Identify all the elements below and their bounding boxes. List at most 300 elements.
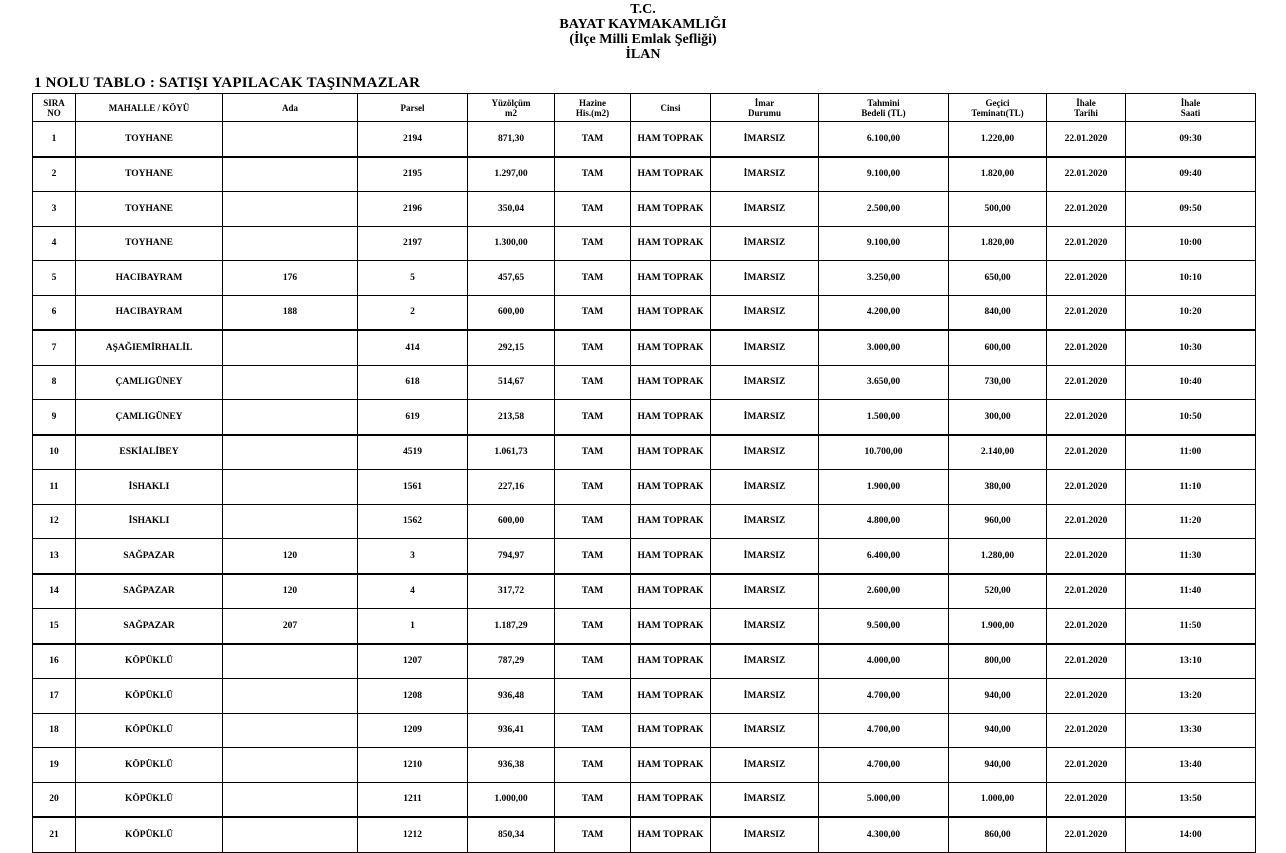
table-cell: 1.820,00 (949, 226, 1047, 261)
table-cell: İMARSIZ (711, 295, 819, 330)
table-cell: İMARSIZ (711, 817, 819, 852)
table-cell: İMARSIZ (711, 226, 819, 261)
table-cell: 14 (33, 574, 76, 609)
table-cell: İMARSIZ (711, 365, 819, 400)
table-cell: 16 (33, 644, 76, 679)
table-cell: 350,04 (468, 192, 555, 227)
table-cell: 300,00 (949, 400, 1047, 435)
table-cell: TAM (555, 226, 631, 261)
table-cell: 600,00 (468, 295, 555, 330)
table-cell: KÖPÜKLÜ (76, 644, 223, 679)
table-cell: 10.700,00 (819, 435, 949, 470)
column-header (33, 94, 76, 122)
table-cell: 09:30 (1126, 122, 1256, 157)
table-cell: 1561 (358, 470, 468, 505)
table-cell: SAĞPAZAR (76, 574, 223, 609)
table-cell: 6.400,00 (819, 539, 949, 574)
column-header-line: MAHALLE / KÖYÜ (108, 102, 190, 113)
column-header-line: Parsel (400, 102, 425, 113)
table-cell: İMARSIZ (711, 504, 819, 539)
table-cell: 3.250,00 (819, 261, 949, 296)
table-cell: 22.01.2020 (1047, 817, 1126, 852)
table-cell: 2196 (358, 192, 468, 227)
table-cell: 15 (33, 609, 76, 644)
table-cell (223, 122, 358, 157)
table-cell: 800,00 (949, 644, 1047, 679)
table-cell: 650,00 (949, 261, 1047, 296)
table-cell: 22.01.2020 (1047, 122, 1126, 157)
table-cell: 4.200,00 (819, 295, 949, 330)
column-header-line: Yüzölçüm (491, 97, 531, 108)
table-cell: 317,72 (468, 574, 555, 609)
table-cell: 1.000,00 (468, 782, 555, 817)
table-row (33, 435, 1256, 470)
table-cell: İMARSIZ (711, 192, 819, 227)
column-header (468, 94, 555, 122)
property-sale-table (32, 93, 1256, 853)
table-cell: 4.700,00 (819, 679, 949, 714)
table-row (33, 470, 1256, 505)
table-cell: 14:00 (1126, 817, 1256, 852)
table-cell: 860,00 (949, 817, 1047, 852)
table-row (33, 330, 1256, 365)
table-cell (223, 644, 358, 679)
table-cell: İMARSIZ (711, 574, 819, 609)
table-cell: 1212 (358, 817, 468, 852)
table-row (33, 226, 1256, 261)
table-cell: 22.01.2020 (1047, 782, 1126, 817)
table-cell: HAM TOPRAK (631, 470, 711, 505)
table-cell: 514,67 (468, 365, 555, 400)
table-cell: TAM (555, 122, 631, 157)
table-cell: 2195 (358, 157, 468, 192)
table-cell: 4.800,00 (819, 504, 949, 539)
table-cell: 6 (33, 295, 76, 330)
table-cell: HAM TOPRAK (631, 261, 711, 296)
table-cell: İMARSIZ (711, 782, 819, 817)
table-cell: 22.01.2020 (1047, 679, 1126, 714)
header-line-department: (İlçe Milli Emlak Şefliği) (569, 32, 717, 47)
table-cell: 22.01.2020 (1047, 192, 1126, 227)
table-cell: 1 (33, 122, 76, 157)
table-cell (223, 157, 358, 192)
table-cell: TAM (555, 713, 631, 748)
column-header-line: İhale (1180, 97, 1201, 108)
table-cell (223, 782, 358, 817)
table-cell: 1.300,00 (468, 226, 555, 261)
table-cell: HAM TOPRAK (631, 295, 711, 330)
table-cell: 10:00 (1126, 226, 1256, 261)
table-cell: 794,97 (468, 539, 555, 574)
table-cell: İSHAKLI (76, 470, 223, 505)
table-cell (223, 330, 358, 365)
table-cell: HAM TOPRAK (631, 782, 711, 817)
table-cell: TAM (555, 574, 631, 609)
table-cell: TOYHANE (76, 192, 223, 227)
table-cell: 380,00 (949, 470, 1047, 505)
column-header-line: İmar (754, 97, 775, 108)
column-header (819, 94, 949, 122)
table-cell: 176 (223, 261, 358, 296)
table-cell: TAM (555, 817, 631, 852)
table-cell: 2.600,00 (819, 574, 949, 609)
table-cell: 4.700,00 (819, 713, 949, 748)
table-cell: 22.01.2020 (1047, 226, 1126, 261)
table-cell: 1.900,00 (949, 609, 1047, 644)
table-cell: HAM TOPRAK (631, 644, 711, 679)
table-cell: 09:50 (1126, 192, 1256, 227)
table-cell: 13:30 (1126, 713, 1256, 748)
table-cell: 2 (33, 157, 76, 192)
table-cell: HAM TOPRAK (631, 122, 711, 157)
table-cell: 22.01.2020 (1047, 261, 1126, 296)
column-header-line: Cinsi (660, 102, 681, 113)
table-cell: İMARSIZ (711, 539, 819, 574)
header-line-announcement: İLAN (625, 47, 661, 62)
table-cell: 21 (33, 817, 76, 852)
table-cell: TAM (555, 679, 631, 714)
table-cell: TOYHANE (76, 157, 223, 192)
table-cell: KÖPÜKLÜ (76, 817, 223, 852)
table-cell: 22.01.2020 (1047, 365, 1126, 400)
table-cell: 22.01.2020 (1047, 435, 1126, 470)
table-cell: 22.01.2020 (1047, 609, 1126, 644)
table-cell: 5 (358, 261, 468, 296)
table-cell: 22.01.2020 (1047, 400, 1126, 435)
table-row (33, 261, 1256, 296)
table-cell: TAM (555, 782, 631, 817)
table-row (33, 782, 1256, 817)
column-header (949, 94, 1047, 122)
table-cell: 120 (223, 539, 358, 574)
table-cell: İMARSIZ (711, 609, 819, 644)
table-cell: 940,00 (949, 713, 1047, 748)
table-cell: 1.280,00 (949, 539, 1047, 574)
table-cell: 11:10 (1126, 470, 1256, 505)
table-cell (223, 679, 358, 714)
table-cell: 12 (33, 504, 76, 539)
table-cell: SAĞPAZAR (76, 609, 223, 644)
table-row (33, 679, 1256, 714)
table-cell: HAM TOPRAK (631, 157, 711, 192)
table-cell: HAM TOPRAK (631, 609, 711, 644)
table-cell: 9.100,00 (819, 226, 949, 261)
table-cell: 6.100,00 (819, 122, 949, 157)
table-cell: AŞAĞIEMİRHALİL (76, 330, 223, 365)
table-cell: İMARSIZ (711, 470, 819, 505)
table-body (33, 122, 1256, 853)
table-cell: İMARSIZ (711, 157, 819, 192)
table-cell (223, 713, 358, 748)
table-cell: TAM (555, 435, 631, 470)
column-header-line: Saati (1180, 107, 1201, 118)
table-row (33, 504, 1256, 539)
table-cell: 11:20 (1126, 504, 1256, 539)
table-cell: 22.01.2020 (1047, 713, 1126, 748)
table-row (33, 609, 1256, 644)
column-header (223, 94, 358, 122)
table-cell: İMARSIZ (711, 679, 819, 714)
table-cell: 1.220,00 (949, 122, 1047, 157)
table-cell: 600,00 (468, 504, 555, 539)
table-cell: İMARSIZ (711, 122, 819, 157)
table-cell: 1.500,00 (819, 400, 949, 435)
table-cell: TOYHANE (76, 226, 223, 261)
table-cell: HAM TOPRAK (631, 435, 711, 470)
table-cell: 7 (33, 330, 76, 365)
table-cell: 22.01.2020 (1047, 539, 1126, 574)
table-cell: 10:50 (1126, 400, 1256, 435)
table-row (33, 644, 1256, 679)
table-cell: 936,48 (468, 679, 555, 714)
table-cell: 1.297,00 (468, 157, 555, 192)
table-cell: HAM TOPRAK (631, 226, 711, 261)
table-cell: 22.01.2020 (1047, 295, 1126, 330)
table-cell: 5.000,00 (819, 782, 949, 817)
table-row (33, 122, 1256, 157)
table-cell: İMARSIZ (711, 330, 819, 365)
table-cell: TAM (555, 470, 631, 505)
table-cell: TOYHANE (76, 122, 223, 157)
table-cell: 11:50 (1126, 609, 1256, 644)
table-cell: 5 (33, 261, 76, 296)
table-cell (223, 400, 358, 435)
table-cell: 1.900,00 (819, 470, 949, 505)
table-cell: HAM TOPRAK (631, 192, 711, 227)
table-cell: TAM (555, 157, 631, 192)
table-row (33, 400, 1256, 435)
table-cell: 1.000,00 (949, 782, 1047, 817)
table-cell: TAM (555, 365, 631, 400)
table-cell: TAM (555, 295, 631, 330)
table-cell: 22.01.2020 (1047, 470, 1126, 505)
table-row (33, 817, 1256, 852)
table-cell: 936,41 (468, 713, 555, 748)
table-cell: 13:50 (1126, 782, 1256, 817)
table-cell: 850,34 (468, 817, 555, 852)
table-cell: İSHAKLI (76, 504, 223, 539)
table-cell: İMARSIZ (711, 261, 819, 296)
table-cell: 13 (33, 539, 76, 574)
table-cell: 2.140,00 (949, 435, 1047, 470)
table-cell: TAM (555, 609, 631, 644)
table-cell: ÇAMLIGÜNEY (76, 400, 223, 435)
column-header (358, 94, 468, 122)
table-cell (223, 748, 358, 783)
table-row (33, 192, 1256, 227)
table-cell: TAM (555, 748, 631, 783)
table-cell: 1208 (358, 679, 468, 714)
table-cell: 20 (33, 782, 76, 817)
table-header-row (33, 94, 1256, 122)
table-cell: ÇAMLIGÜNEY (76, 365, 223, 400)
column-header-line: SIRA (43, 97, 65, 108)
table-cell: HAM TOPRAK (631, 365, 711, 400)
table-cell: 4519 (358, 435, 468, 470)
table-cell: İMARSIZ (711, 713, 819, 748)
table-cell: 960,00 (949, 504, 1047, 539)
table-cell: 871,30 (468, 122, 555, 157)
table-cell: 4 (33, 226, 76, 261)
table-cell: HAM TOPRAK (631, 539, 711, 574)
table-cell: HAM TOPRAK (631, 574, 711, 609)
table-cell: 13:20 (1126, 679, 1256, 714)
table-cell: 1562 (358, 504, 468, 539)
table-cell: 213,58 (468, 400, 555, 435)
table-cell: 4.000,00 (819, 644, 949, 679)
table-cell: 1210 (358, 748, 468, 783)
table-cell: TAM (555, 192, 631, 227)
table-cell: TAM (555, 330, 631, 365)
table-cell: 520,00 (949, 574, 1047, 609)
table-cell: 22.01.2020 (1047, 157, 1126, 192)
table-cell: İMARSIZ (711, 435, 819, 470)
column-header-line: İhale (1076, 97, 1096, 108)
table-cell: İMARSIZ (711, 644, 819, 679)
table-cell: HAM TOPRAK (631, 679, 711, 714)
table-cell: İMARSIZ (711, 748, 819, 783)
table-cell: 13:10 (1126, 644, 1256, 679)
table-cell: 1211 (358, 782, 468, 817)
column-header-line: NO (47, 107, 61, 118)
table-cell (223, 226, 358, 261)
table-cell: 3 (358, 539, 468, 574)
table-cell: 10:10 (1126, 261, 1256, 296)
table-cell: TAM (555, 539, 631, 574)
column-header-line: Ada (281, 102, 298, 113)
table-cell: HAM TOPRAK (631, 504, 711, 539)
table-cell: 2 (358, 295, 468, 330)
header-line-office: BAYAT KAYMAKAMLIĞI (559, 17, 727, 32)
table-cell: 500,00 (949, 192, 1047, 227)
table-cell: 414 (358, 330, 468, 365)
table-cell (223, 470, 358, 505)
table-cell: 09:40 (1126, 157, 1256, 192)
column-header (1126, 94, 1256, 122)
column-header-line: Bedeli (TL) (861, 107, 906, 118)
table-cell: TAM (555, 644, 631, 679)
table-cell: HACIBAYRAM (76, 295, 223, 330)
table-cell: 4 (358, 574, 468, 609)
table-cell: 17 (33, 679, 76, 714)
table-cell: 8 (33, 365, 76, 400)
table-cell: 10:30 (1126, 330, 1256, 365)
table-cell: KÖPÜKLÜ (76, 782, 223, 817)
table-cell: 11:00 (1126, 435, 1256, 470)
table-cell: 3.000,00 (819, 330, 949, 365)
table-cell: TAM (555, 261, 631, 296)
table-cell: 2.500,00 (819, 192, 949, 227)
table-row (33, 748, 1256, 783)
column-header-line: Hazine (579, 97, 606, 108)
header-line-tc: T.C. (630, 2, 656, 17)
column-header (76, 94, 223, 122)
table-cell: 22.01.2020 (1047, 644, 1126, 679)
table-cell: HAM TOPRAK (631, 748, 711, 783)
table-cell: 600,00 (949, 330, 1047, 365)
table-cell: 120 (223, 574, 358, 609)
table-cell: 4.300,00 (819, 817, 949, 852)
table-cell: 457,65 (468, 261, 555, 296)
table-cell: 2197 (358, 226, 468, 261)
table-cell (223, 817, 358, 852)
table-cell: 188 (223, 295, 358, 330)
table-cell: 9.100,00 (819, 157, 949, 192)
table-cell: KÖPÜKLÜ (76, 713, 223, 748)
table-cell (223, 435, 358, 470)
table-row (33, 295, 1256, 330)
column-header (1047, 94, 1126, 122)
table-cell: 618 (358, 365, 468, 400)
table-cell (223, 365, 358, 400)
column-header-line: m2 (505, 107, 517, 118)
table-row (33, 539, 1256, 574)
table-cell: İMARSIZ (711, 400, 819, 435)
table-cell (223, 192, 358, 227)
column-header-line: Teminatı(TL) (971, 107, 1024, 118)
table-cell: 18 (33, 713, 76, 748)
table-cell: 207 (223, 609, 358, 644)
table-row (33, 365, 1256, 400)
column-header-line: Tarihi (1074, 107, 1098, 118)
table-cell: 1207 (358, 644, 468, 679)
table-cell: 10 (33, 435, 76, 470)
table-cell: 22.01.2020 (1047, 574, 1126, 609)
table-cell: 22.01.2020 (1047, 504, 1126, 539)
table-cell: 3 (33, 192, 76, 227)
column-header (711, 94, 819, 122)
table-cell: 936,38 (468, 748, 555, 783)
table-cell (223, 504, 358, 539)
table-cell: KÖPÜKLÜ (76, 679, 223, 714)
table-cell: 619 (358, 400, 468, 435)
table-cell: 1.187,29 (468, 609, 555, 644)
column-header-line: His.(m2) (575, 107, 610, 118)
table-row (33, 157, 1256, 192)
table-cell: ESKİALİBEY (76, 435, 223, 470)
table-cell: 11:40 (1126, 574, 1256, 609)
table-cell: 787,29 (468, 644, 555, 679)
table-row (33, 574, 1256, 609)
table-cell: 1.820,00 (949, 157, 1047, 192)
table-title: 1 NOLU TABLO : SATIŞI YAPILACAK TAŞINMAZLAR (34, 75, 421, 91)
table-cell: TAM (555, 504, 631, 539)
column-header-line: Tahmini (867, 97, 900, 108)
table-cell: 227,16 (468, 470, 555, 505)
table-cell: 19 (33, 748, 76, 783)
table-cell: 13:40 (1126, 748, 1256, 783)
table-cell: HAM TOPRAK (631, 330, 711, 365)
table-cell: 10:20 (1126, 295, 1256, 330)
table-cell: 1209 (358, 713, 468, 748)
table-cell: SAĞPAZAR (76, 539, 223, 574)
table-cell: 840,00 (949, 295, 1047, 330)
table-cell: 730,00 (949, 365, 1047, 400)
table-cell: HAM TOPRAK (631, 817, 711, 852)
table-cell: HACIBAYRAM (76, 261, 223, 296)
table-cell: TAM (555, 400, 631, 435)
document-header (0, 2, 1286, 62)
table-cell: 22.01.2020 (1047, 330, 1126, 365)
table-cell: 22.01.2020 (1047, 748, 1126, 783)
table-cell: 4.700,00 (819, 748, 949, 783)
table-cell: 2194 (358, 122, 468, 157)
table-cell: 940,00 (949, 748, 1047, 783)
table-cell: KÖPÜKLÜ (76, 748, 223, 783)
table-cell: 3.650,00 (819, 365, 949, 400)
table-cell: 9 (33, 400, 76, 435)
column-header-line: Durumu (747, 107, 781, 118)
